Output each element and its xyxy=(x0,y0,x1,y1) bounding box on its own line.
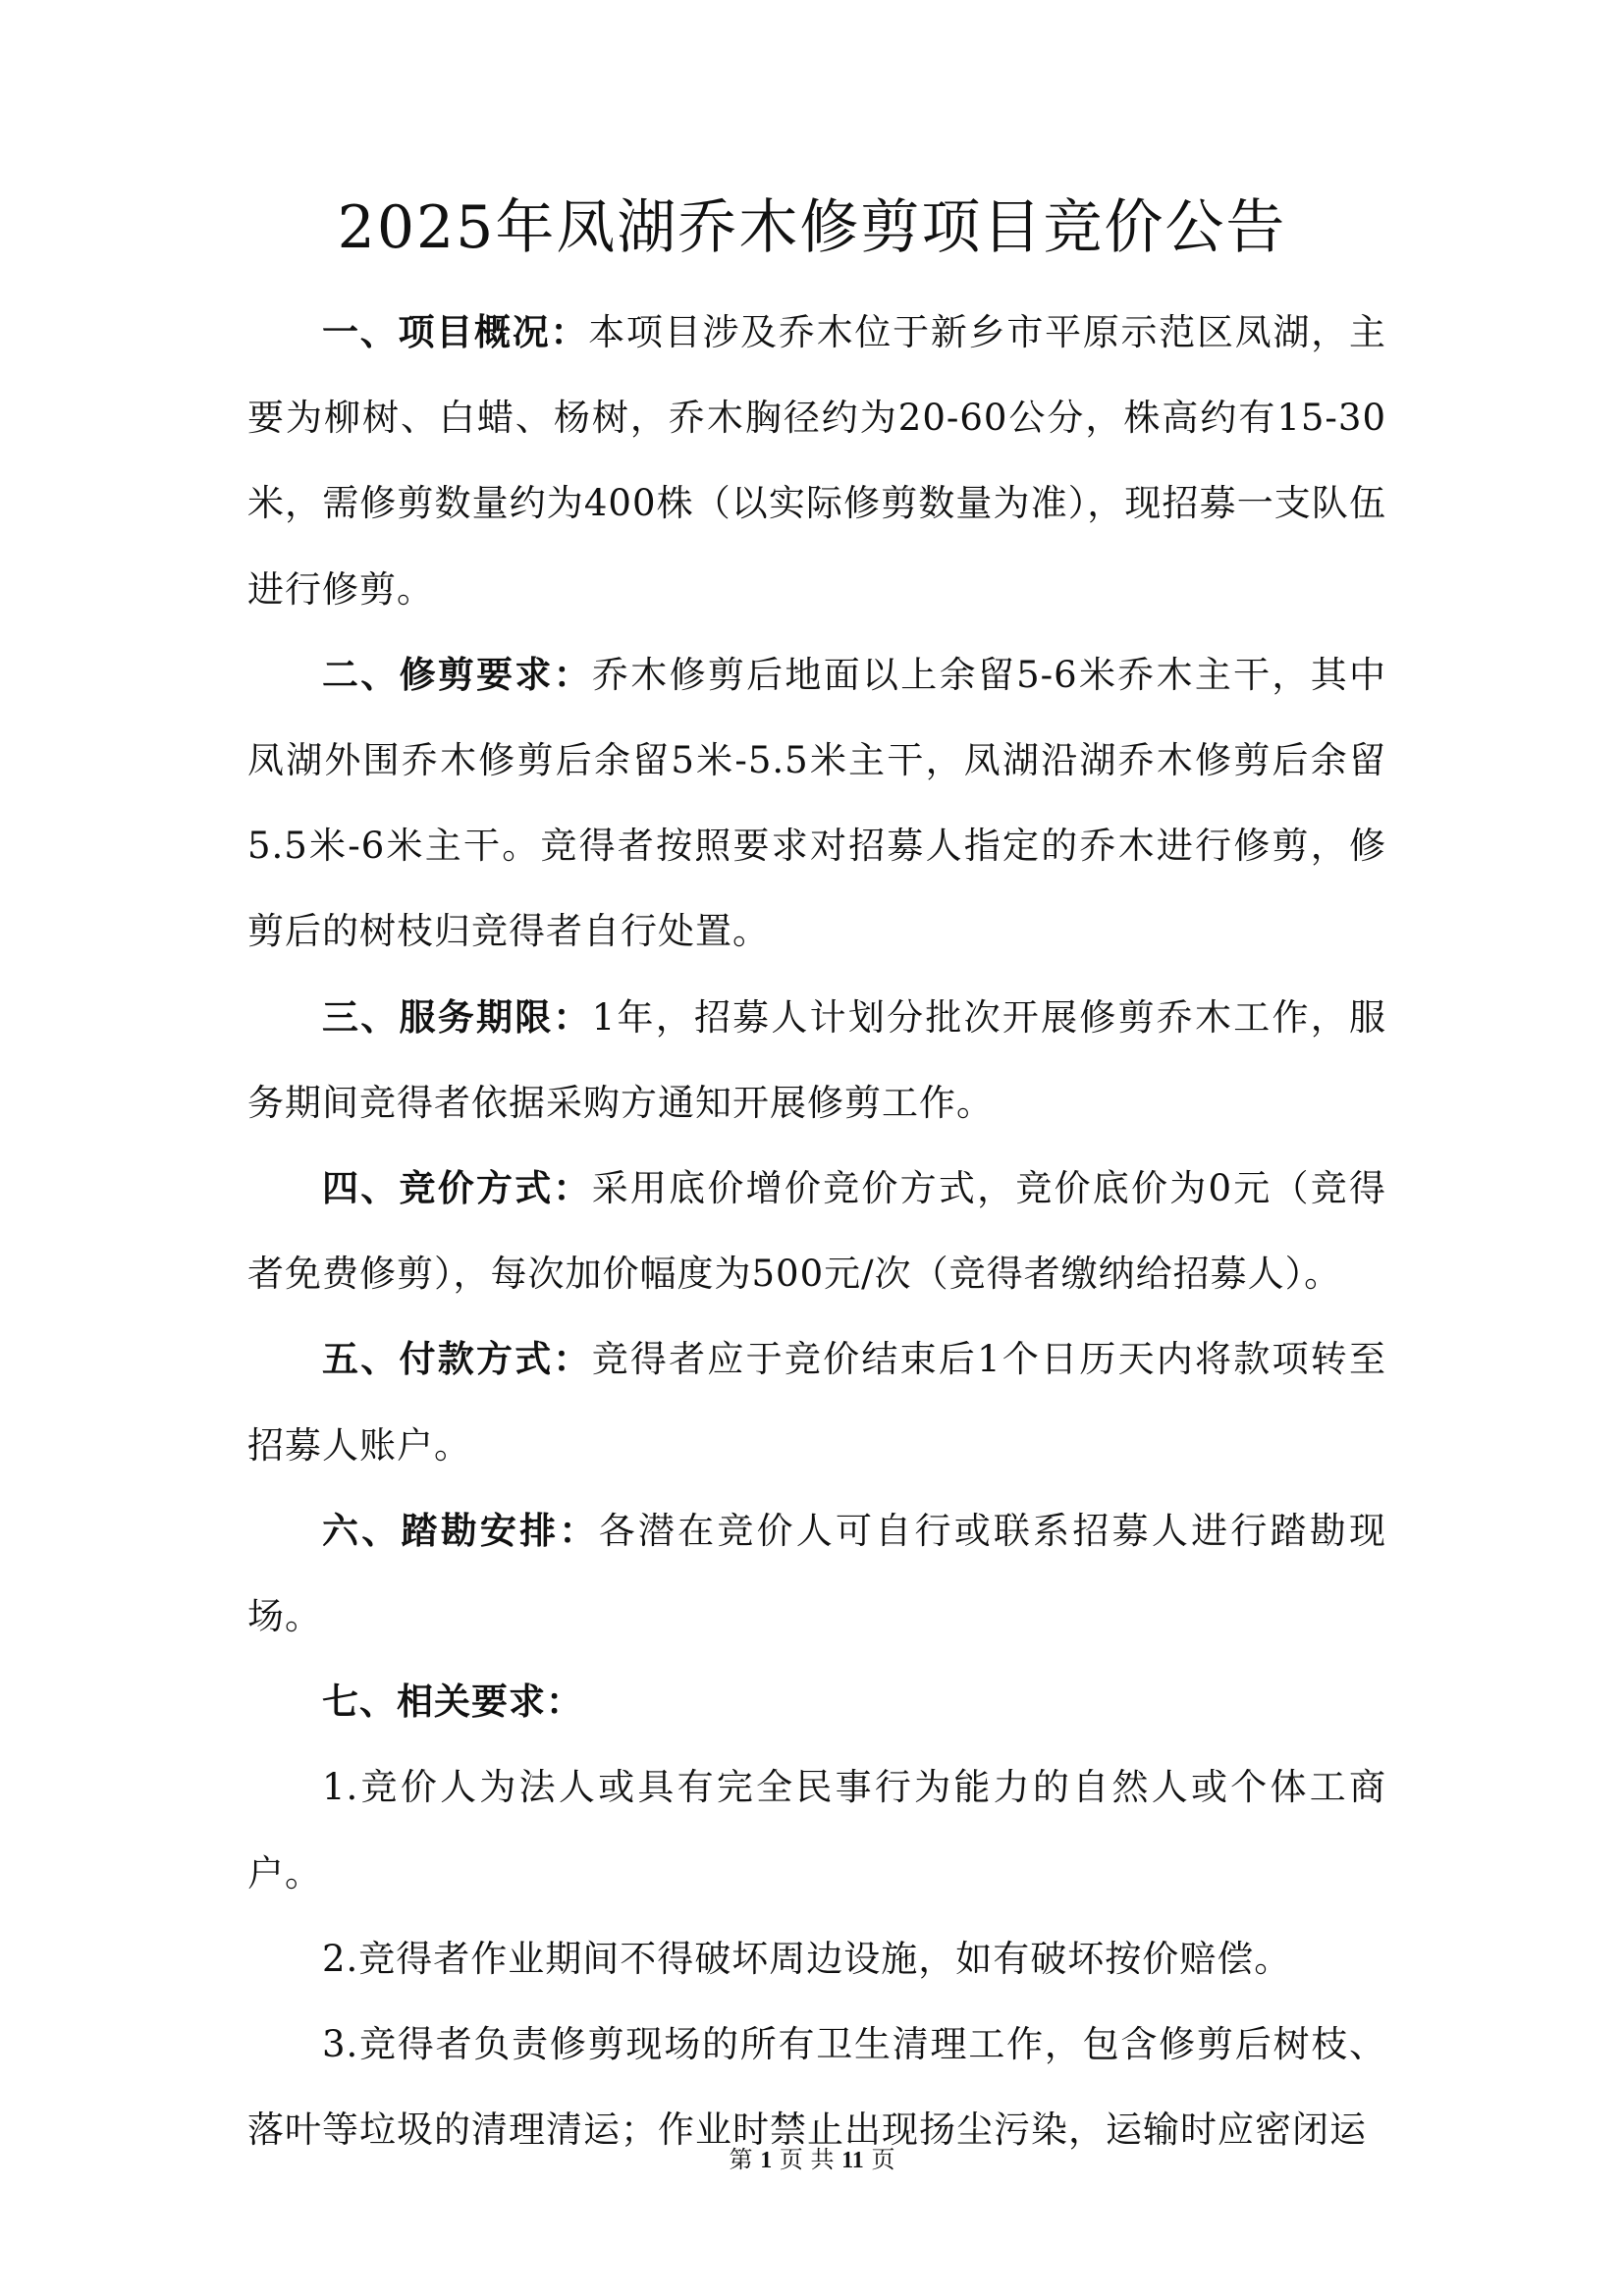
section-heading: 七、相关要求： xyxy=(322,1681,583,1724)
section-related-requirements xyxy=(247,1659,1386,1744)
section-payment-method xyxy=(247,1316,1386,1487)
current-page-number: 1 xyxy=(760,2148,773,2173)
document-body xyxy=(247,290,1386,2172)
requirement-item-2 xyxy=(247,1916,1386,2002)
requirement-text: 1.竞价人为法人或具有完全民事行为能力的自然人或个体工商户。 xyxy=(247,1766,1386,1895)
section-heading: 六、踏勘安排： xyxy=(322,1509,599,1552)
section-text: 1年，招募人计划分批次开展修剪乔木工作，服务期间竞得者依据采购方通知开展修剪工作。 xyxy=(247,995,1387,1124)
requirement-text: 3.竞得者负责修剪现场的所有卫生清理工作，包含修剪后树枝、落叶等垃圾的清理清运；作业时禁止出现扬尘污染，运输时应密闭运 xyxy=(247,2023,1386,2152)
requirement-text: 2.竞得者作业期间不得破坏周边设施，如有破坏按价赔偿。 xyxy=(322,1937,1292,1980)
section-pruning-requirements xyxy=(247,632,1386,975)
footer-middle: 页 共 xyxy=(779,2146,835,2173)
page-footer xyxy=(0,2144,1624,2176)
section-project-overview xyxy=(247,290,1386,632)
section-heading: 三、服务期限： xyxy=(322,995,592,1039)
footer-prefix: 第 xyxy=(729,2146,753,2173)
section-heading: 二、修剪要求： xyxy=(322,653,592,696)
section-text: 采用底价增价竞价方式，竞价底价为0元（竞得者免费修剪），每次加价幅度为500元/次（竞得者缴纳给招募人）。 xyxy=(247,1167,1387,1296)
section-heading: 四、竞价方式： xyxy=(322,1167,592,1210)
footer-suffix: 页 xyxy=(871,2146,895,2173)
section-text: 各潜在竞价人可自行或联系招募人进行踏勘现场。 xyxy=(247,1509,1387,1638)
section-heading: 五、付款方式： xyxy=(322,1338,592,1381)
requirement-item-1 xyxy=(247,1744,1386,1915)
section-text: 竞得者应于竞价结束后1个日历天内将款项转至招募人账户。 xyxy=(247,1338,1387,1467)
section-service-period xyxy=(247,975,1386,1146)
document-title: 2025年凤湖乔木修剪项目竞价公告 xyxy=(337,193,1287,262)
section-text: 本项目涉及乔木位于新乡市平原示范区凤湖，主要为柳树、白蜡、杨树，乔木胸径约为20-60公分，株高约有15-30米，需修剪数量约为400株（以实际修剪数量为准），现招募一支队伍进行修剪。 xyxy=(247,311,1387,611)
section-bidding-method xyxy=(247,1146,1386,1316)
total-page-count: 11 xyxy=(841,2148,864,2173)
section-heading: 一、项目概况： xyxy=(322,311,589,353)
section-site-survey xyxy=(247,1488,1386,1659)
section-text: 乔木修剪后地面以上余留5-6米乔木主干，其中凤湖外围乔木修剪后余留5米-5.5米主干，凤湖沿湖乔木修剪后余留5.5米-6米主干。竞得者按照要求对招募人指定的乔木进行修剪，修剪后的树枝归竞得者自行处置。 xyxy=(247,653,1386,953)
